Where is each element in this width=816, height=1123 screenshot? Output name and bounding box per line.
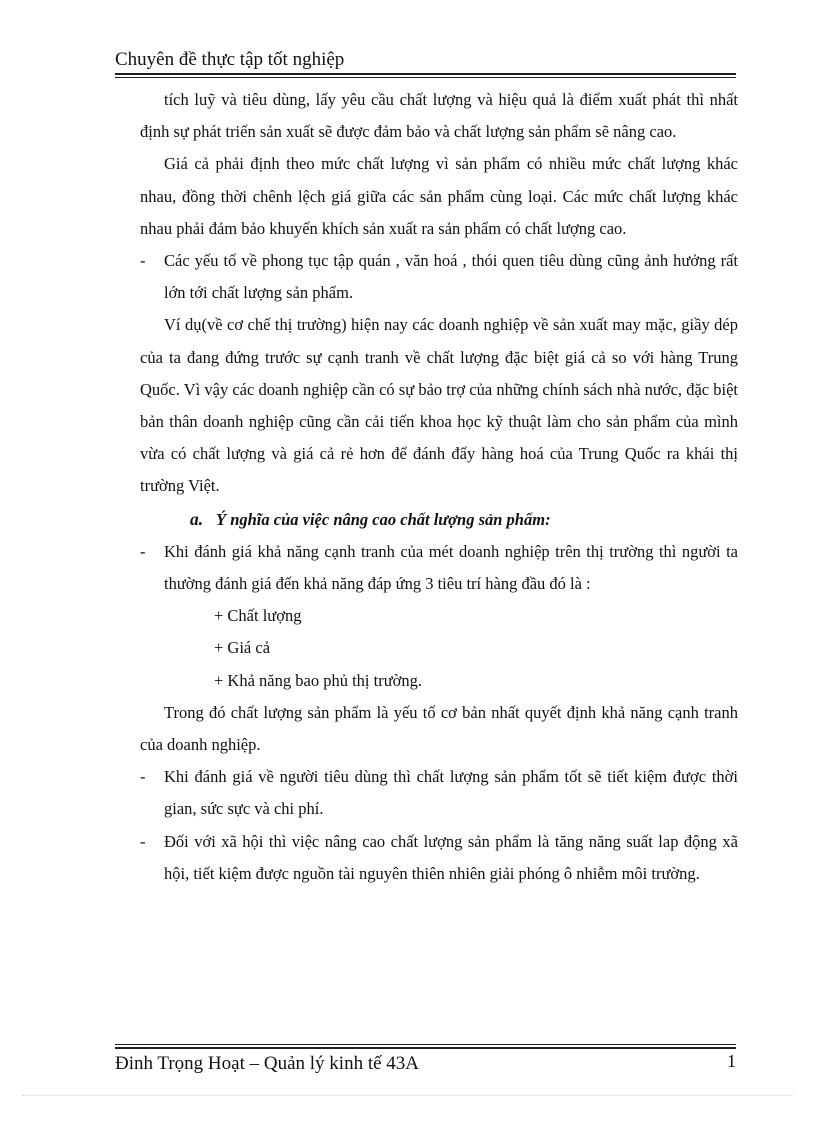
bullet-society-text: Đối với xã hội thì việc nâng cao chất lượng sản phẩm là tăng năng suất lap động xã hội, tiết kiệm được nguồn tài nguyên thiên nhiên giải phóng ô nhiễm môi trường. — [164, 831, 738, 883]
paragraph-example: Ví dụ(về cơ chế thị trường) hiện nay các doanh nghiệp về sản xuất may mặc, giầy dép của ta đang đứng trước sự cạnh tranh về chất lượng đặc biệt giá cả so với hàng Trung Quốc. Vì vậy các doanh nghiệp cần có sự bảo trợ của những chính sách nhà nước, đặc biệt bản thân doanh nghiệp cũng cần cải tiến khoa học kỹ thuật làm cho sản phẩm của mình vừa có chất lượng và giá cả rẻ hơn để đánh đẩy hàng hoá của Trung Quốc ra khái thị trường Việt. — [140, 315, 738, 496]
page-number: 1 — [727, 1051, 736, 1071]
bullet-consumer — [140, 761, 738, 825]
bullet-dash: - — [140, 831, 146, 851]
bullet-society — [140, 826, 738, 890]
page-boundary-dotted-line — [22, 1095, 794, 1096]
criterion-price: + Giá cả — [214, 638, 271, 658]
footer-author: Đinh Trọng Hoạt – Quản lý kinh tế 43A — [115, 1053, 419, 1074]
page-header — [115, 48, 736, 72]
section-heading — [140, 503, 738, 536]
paragraph-2: Giá cả phải định theo mức chất lượng vì sản phẩm có nhiều mức chất lượng khác nhau, đồng thời chênh lệch giá giữa các sản phẩm cùng loại. Các mức chất lượng khác nhau phải đảm bảo khuyến khích sản xuất ra sản phẩm có chất lượng cao. — [140, 154, 738, 238]
bullet-consumer-text: Khi đánh giá về người tiêu dùng thì chất lượng sản phẩm tốt sẽ tiết kiệm được thời gian, sức sực và chi phí. — [164, 767, 738, 819]
bullet-customs — [140, 245, 738, 309]
footer-rule-thick — [115, 1047, 736, 1049]
bullet-dash: - — [140, 767, 146, 787]
paragraph-1: tích luỹ và tiêu dùng, lấy yêu cầu chất lượng và hiệu quả là điểm xuất phát thì nhất định sự phát triển sản xuất sẽ được đảm bảo và chất lượng sản phẩm sẽ nâng cao. — [140, 90, 738, 142]
header-title: Chuyên đề thực tập tốt nghiệp — [115, 49, 345, 70]
criterion-coverage: + Khả năng bao phủ thị trường. — [214, 670, 422, 690]
bullet-customs-text: Các yếu tố về phong tục tập quán , văn hoá , thói quen tiêu dùng cũng ảnh hưởng rất lớn tới chất lượng sản phẩm. — [164, 251, 738, 303]
section-heading-label: a. — [190, 508, 204, 529]
paragraph-conclusion: Trong đó chất lượng sản phẩm là yếu tố cơ bản nhất quyết định khả năng cạnh tranh của doanh nghiệp. — [140, 702, 738, 755]
criterion-quality: + Chất lượng — [214, 606, 302, 626]
bullet-dash: - — [140, 251, 146, 271]
bullet-competition — [140, 536, 738, 600]
section-heading-text: Ý nghĩa của việc nâng cao chất lượng sản phẩm: — [216, 509, 551, 529]
header-rule-thick — [115, 73, 736, 75]
header-rule-thin — [115, 77, 736, 78]
document-body — [140, 84, 738, 890]
bullet-dash: - — [140, 541, 146, 561]
bullet-competition-text: Khi đánh giá khả năng cạnh tranh của mét doanh nghiệp trên thị trường thì người ta thường đánh giá đến khả năng đáp ứng 3 tiêu trí hàng đầu đó là : — [164, 541, 738, 594]
footer-rule-thin — [115, 1044, 736, 1045]
